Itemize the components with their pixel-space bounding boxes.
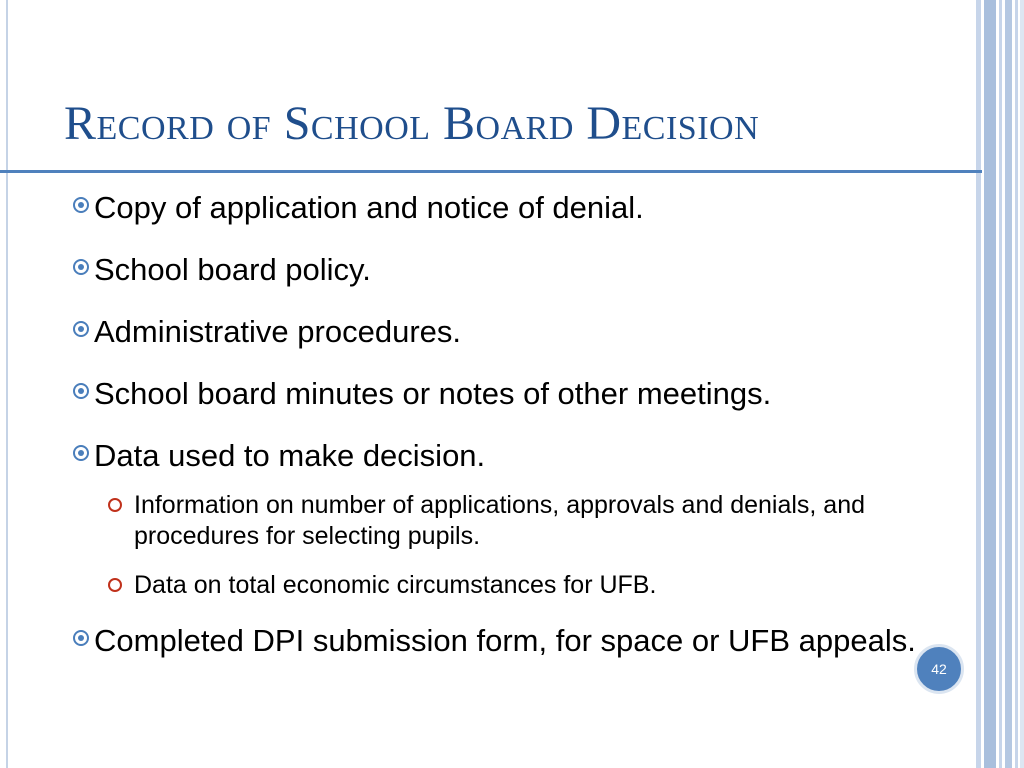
list-item <box>60 438 950 474</box>
list-item <box>60 252 950 288</box>
circle-bullet-icon <box>73 197 89 213</box>
ring-bullet-icon <box>108 578 122 592</box>
ring-bullet-icon <box>108 498 122 512</box>
list-item-text: School board minutes or notes of other meetings. <box>94 376 772 411</box>
circle-bullet-icon <box>73 445 89 461</box>
page-number: 42 <box>931 661 947 677</box>
sub-list-item-text: Information on number of applications, approvals and denials, and procedures for selecting pupils. <box>134 491 866 550</box>
list-item-text: Data used to make decision. <box>94 438 486 473</box>
left-border-line <box>6 0 8 768</box>
bullet-list <box>60 190 950 685</box>
sub-list-item <box>134 570 950 601</box>
list-item-text: Completed DPI submission form, for space or UFB appeals. <box>94 623 916 658</box>
sub-list-item-text: Data on total economic circumstances for UFB. <box>134 571 657 599</box>
list-item <box>60 190 950 226</box>
page-number-badge <box>914 644 964 694</box>
circle-bullet-icon <box>73 259 89 275</box>
list-item-text: Administrative procedures. <box>94 314 461 349</box>
circle-bullet-icon <box>73 383 89 399</box>
circle-bullet-icon <box>73 630 89 646</box>
right-decorative-stripes <box>976 0 1024 768</box>
list-item <box>60 314 950 350</box>
sub-list-item <box>134 490 950 552</box>
list-item <box>60 623 924 659</box>
circle-bullet-icon <box>73 321 89 337</box>
list-item-text: Copy of application and notice of denial. <box>94 190 644 225</box>
slide-title: Record of School Board Decision <box>64 97 760 150</box>
list-item <box>60 376 950 412</box>
title-underline <box>0 170 982 173</box>
list-item-text: School board policy. <box>94 252 371 287</box>
